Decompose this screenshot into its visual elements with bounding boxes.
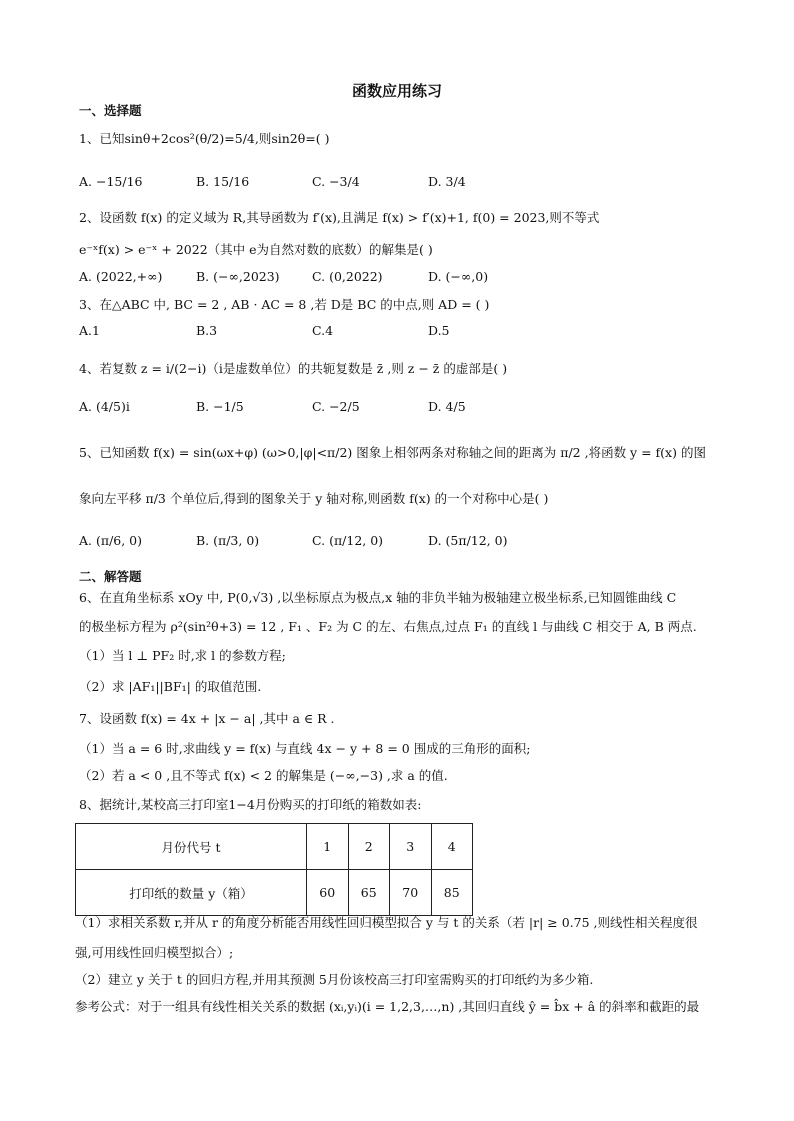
q1-stem: 1、已知sinθ+2cos²(θ/2)=5/4,则sin2θ=( ) [79,131,330,146]
q6-part1: （1）当 l ⊥ PF₂ 时,求 l 的参数方程; [79,648,286,663]
q7-part1: （1）当 a = 6 时,求曲线 y = f(x) 与直线 4x − y + 8 = 0 围成的三角形的面积; [79,741,531,756]
table-cell: 70 [390,870,432,916]
q6-line2: 的极坐标方程为 ρ²(sin²θ+3) = 12 , F₁ 、F₂ 为 C 的左、右焦点,过点 F₁ 的直线 l 与曲线 C 相交于 A, B 两点. [79,619,697,634]
table-cell: 65 [348,870,390,916]
q2-option-c: C. (0,2022) [312,269,383,284]
table-row [76,870,473,916]
table-row-header: 月份代号 t [76,824,307,870]
table-row-header: 打印纸的数量 y（箱） [76,870,307,916]
q5-option-d: D. (5π/12, 0) [428,533,508,548]
table-cell: 4 [431,824,473,870]
q4-option-b: B. −1/5 [196,399,244,414]
q3-option-d: D.5 [428,323,450,338]
q2-stem-line2: e⁻ˣf(x) > e⁻ˣ + 2022（其中 e为自然对数的底数）的解集是( ) [79,242,433,257]
q8-part2: （2）建立 y 关于 t 的回归方程,并用其预测 5月份该校高三打印室需购买的打印纸约为多少箱. [75,972,594,987]
q2-option-a: A. (2022,+∞) [79,269,163,284]
q8-part1-line2: 强,可用线性回归模型拟合）; [75,945,234,960]
q8-reference-formula: 参考公式：对于一组具有线性相关关系的数据 (xᵢ,yᵢ)(i = 1,2,3,…,n) ,其回归直线 ŷ = b̂x + â 的斜率和截距的最 [75,999,700,1014]
q5-option-b: B. (π/3, 0) [196,533,260,548]
q1-option-a: A. −15/16 [79,174,143,189]
section-answer-heading: 二、解答题 [79,569,142,584]
q5-option-c: C. (π/12, 0) [312,533,384,548]
q2-stem-line1: 2、设函数 f(x) 的定义域为 R,其导函数为 f′(x),且满足 f(x) > f′(x)+1, f(0) = 2023,则不等式 [79,210,600,225]
table-cell: 60 [307,870,349,916]
table-cell: 2 [348,824,390,870]
table-cell: 3 [390,824,432,870]
q6-line1: 6、在直角坐标系 xOy 中, P(0,√3) ,以坐标原点为极点,x 轴的非负半轴为极轴建立极坐标系,已知圆锥曲线 C [79,590,677,605]
q3-stem: 3、在△ABC 中, BC = 2 , AB · AC = 8 ,若 D是 BC 的中点,则 AD = ( ) [79,297,490,312]
table-cell: 85 [431,870,473,916]
q1-option-d: D. 3/4 [428,174,466,189]
q8-part1-line1: （1）求相关系数 r,并从 r 的角度分析能否用线性回归模型拟合 y 与 t 的关系（若 |r| ≥ 0.75 ,则线性相关程度很 [75,915,698,930]
page-title: 函数应用练习 [351,82,442,100]
q5-option-a: A. (π/6, 0) [79,533,143,548]
q4-option-a: A. (4/5)i [79,399,130,414]
q4-stem: 4、若复数 z = i/(2−i)（i是虚数单位）的共轭复数是 z̄ ,则 z − z̄ 的虚部是( ) [79,361,508,376]
print-paper-table [75,823,473,916]
q3-option-a: A.1 [79,323,100,338]
q5-stem-line2: 象向左平移 π/3 个单位后,得到的图象关于 y 轴对称,则函数 f(x) 的一个对称中心是( ) [79,491,549,506]
q3-option-b: B.3 [196,323,218,338]
q1-option-b: B. 15/16 [196,174,250,189]
table-cell: 1 [307,824,349,870]
q1-option-c: C. −3/4 [312,174,360,189]
q8-line1: 8、据统计,某校高三打印室1−4月份购买的打印纸的箱数如表: [79,797,422,812]
q7-part2: （2）若 a < 0 ,且不等式 f(x) < 2 的解集是 (−∞,−3) ,求 a 的值. [79,768,448,783]
q2-option-d: D. (−∞,0) [428,269,489,284]
q3-option-c: C.4 [312,323,334,338]
q7-line1: 7、设函数 f(x) = 4x + |x − a| ,其中 a ∈ R . [79,711,335,726]
q2-option-b: B. (−∞,2023) [196,269,280,284]
section-choice-heading: 一、选择题 [79,103,142,118]
table-row [76,824,473,870]
q5-stem-line1: 5、已知函数 f(x) = sin(ωx+φ) (ω>0,|φ|<π/2) 图象上相邻两条对称轴之间的距离为 π/2 ,将函数 y = f(x) 的图 [79,445,706,460]
q4-option-d: D. 4/5 [428,399,466,414]
q6-part2: （2）求 |AF₁||BF₁| 的取值范围. [79,679,262,694]
q4-option-c: C. −2/5 [312,399,360,414]
